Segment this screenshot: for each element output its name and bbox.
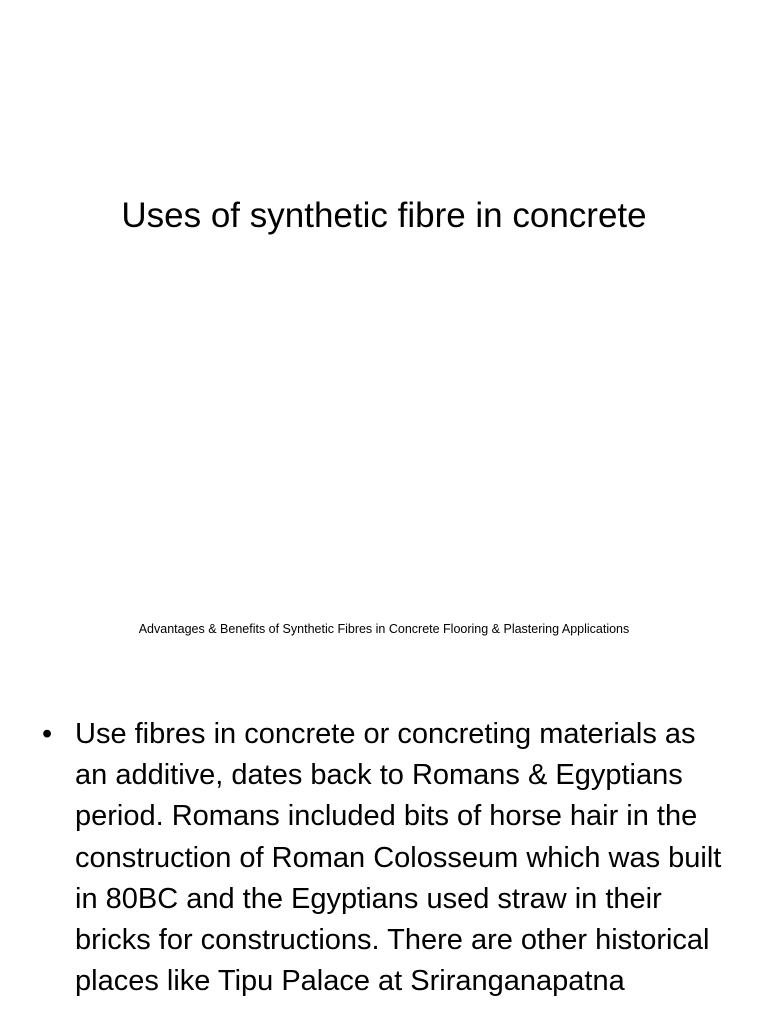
bullet-list xyxy=(0,714,768,1002)
bullet-icon: • xyxy=(42,718,53,750)
slide-title: Uses of synthetic fibre in concrete xyxy=(121,196,647,235)
slide-subtitle: Advantages & Benefits of Synthetic Fibres in Concrete Flooring & Plastering Applications xyxy=(138,622,630,636)
list-item xyxy=(0,714,768,1002)
bullet-text: Use fibres in concrete or concreting materials as an additive, dates back to Romans & Egyptians period. Romans included bits of horse hair in the construction of Roman Colosseum which was built in 80BC and the Egyptians used straw in their bricks for constructions. There are other historical places like Tipu Palace at Sriranganapatna xyxy=(75,718,722,998)
